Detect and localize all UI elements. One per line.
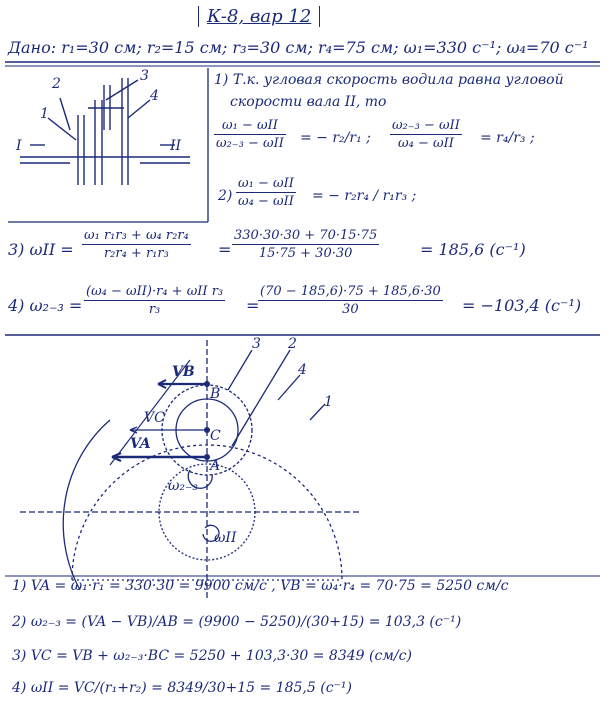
sketch-label-2: 2 <box>52 76 61 92</box>
page-title: К-8, вар 12 <box>198 6 320 27</box>
step2-denominator: ω₄ − ωII <box>238 194 294 209</box>
step3-numerator-numeric: 330·30·30 + 70·15·75 <box>234 228 378 243</box>
step1-fraction-1 <box>214 118 286 151</box>
step1-text-2: скорости вала II, то <box>230 94 387 110</box>
step2-fraction <box>236 176 296 209</box>
sketch-shaft-2: II <box>170 138 182 154</box>
point-a: A <box>210 458 221 474</box>
point-b: B <box>210 386 221 402</box>
step4-fraction-numeric <box>258 284 443 317</box>
step3-fraction-numeric <box>232 228 379 261</box>
step2-numerator: ω₁ − ωII <box>238 176 294 191</box>
step3-label: 3) ωII = <box>8 240 74 259</box>
label-w2: ωII <box>214 530 237 546</box>
step3-equals: = <box>218 240 232 259</box>
diagram-label-2: 2 <box>288 336 297 352</box>
step1-text-1: 1) Т.к. угловая скорость водила равна угловой <box>214 72 564 88</box>
step3-fraction-symbolic <box>82 228 191 261</box>
diagram-label-1: 1 <box>324 394 333 410</box>
label-va: VA <box>130 436 151 452</box>
step1-f2-numerator: ω₂₋₃ − ωII <box>392 118 460 133</box>
sketch-label-1: 1 <box>40 106 49 122</box>
step3-denominator-numeric: 15·75 + 30·30 <box>258 246 353 261</box>
step1-f1-denominator: ω₂₋₃ − ωII <box>216 136 284 151</box>
step1-f1-rhs: = − r₂/r₁ ; <box>300 130 371 146</box>
result-4: 4) ωII = VC/(r₁+r₂) = 8349/30+15 = 185,5 (с⁻¹) <box>12 680 352 696</box>
step1-f2-denominator: ω₄ − ωII <box>398 136 454 151</box>
step1-f1-numerator: ω₁ − ωII <box>222 118 278 133</box>
step4-numerator-numeric: (70 − 185,6)·75 + 185,6·30 <box>260 284 441 299</box>
sketch-label-3: 3 <box>140 68 149 84</box>
step4-numerator: (ω₄ − ωII)·r₄ + ωII r₃ <box>86 284 224 299</box>
step1-f2-rhs: = r₄/r₃ ; <box>480 130 535 146</box>
diagram-label-4: 4 <box>298 362 307 378</box>
sketch-label-4: 4 <box>150 88 159 104</box>
step4-fraction-symbolic <box>84 284 225 317</box>
diagram-label-3: 3 <box>252 336 261 352</box>
label-w23: ω₂₋₃ <box>168 478 199 494</box>
step4-label: 4) ω₂₋₃ = <box>8 296 83 315</box>
step4-denominator-numeric: 30 <box>342 302 359 317</box>
step2-label: 2) <box>218 188 233 204</box>
result-1: 1) VA = ω₁·r₁ = 330·30 = 9900 см/с , VB = ω₄·r₄ = 70·75 = 5250 см/с <box>12 578 509 594</box>
label-vc: VC <box>144 410 165 426</box>
given-line: Дано: r₁=30 см; r₂=15 см; r₃=30 см; r₄=75 см; ω₁=330 с⁻¹; ω₄=70 с⁻¹ <box>8 38 589 57</box>
step1-fraction-2 <box>390 118 462 151</box>
step3-denominator: r₂r₄ + r₁r₃ <box>103 246 169 261</box>
sketch-shaft-1: I <box>16 138 22 154</box>
step3-result: = 185,6 (с⁻¹) <box>420 240 526 259</box>
point-c: C <box>210 428 221 444</box>
result-2: 2) ω₂₋₃ = (VA − VB)/AB = (9900 − 5250)/(30+15) = 103,3 (с⁻¹) <box>12 614 462 630</box>
gear-sketch <box>20 78 190 185</box>
step4-result: = −103,4 (с⁻¹) <box>462 296 582 315</box>
step4-equals: = <box>246 296 260 315</box>
step3-numerator: ω₁ r₁r₃ + ω₄ r₂r₄ <box>84 228 189 243</box>
step4-denominator: r₃ <box>148 302 161 317</box>
step2-rhs: = − r₂r₄ / r₁r₃ ; <box>312 188 417 204</box>
label-vb: VB <box>172 364 195 380</box>
result-3: 3) VC = VB + ω₂₋₃·BC = 5250 + 103,3·30 = 8349 (см/с) <box>12 648 412 664</box>
